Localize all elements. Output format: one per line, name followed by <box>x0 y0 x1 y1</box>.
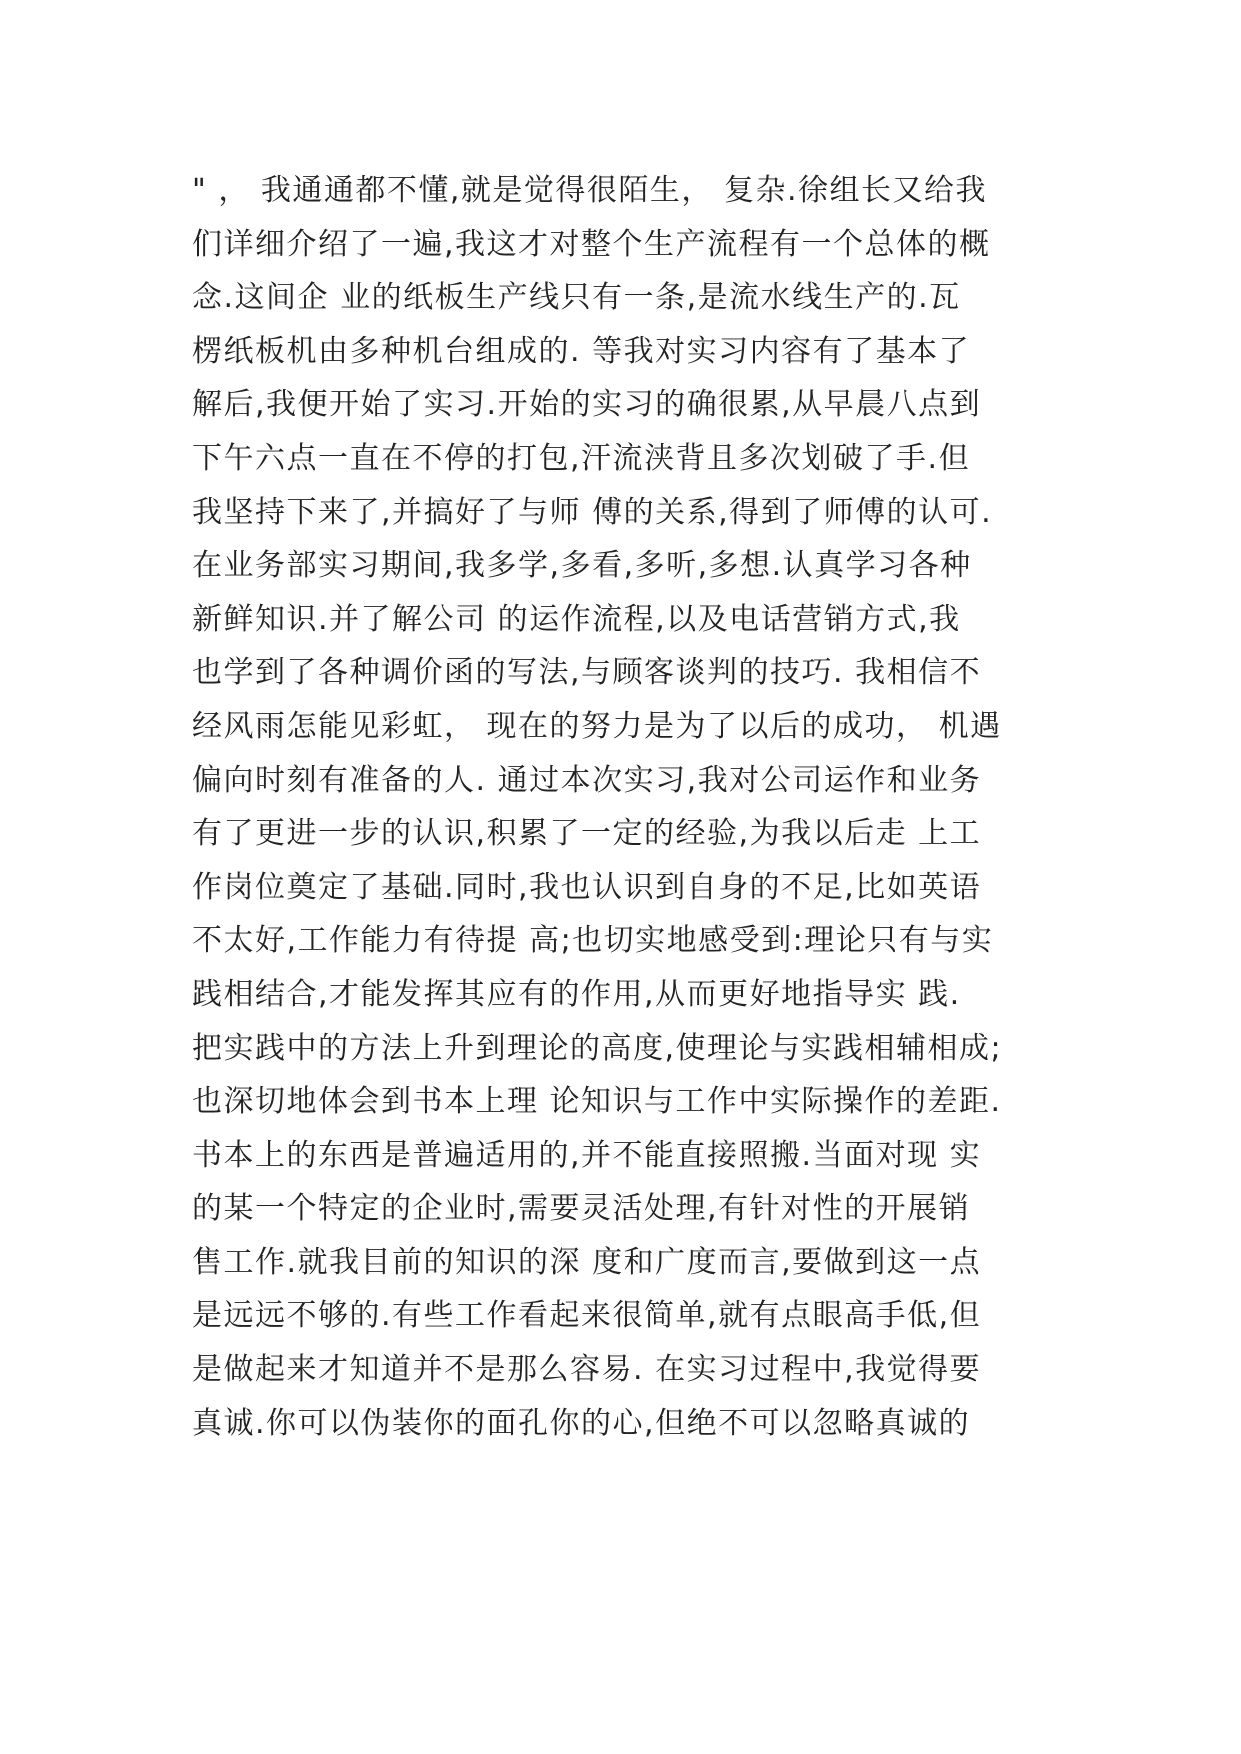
text-line: 经风雨怎能见彩虹， 现在的努力是为了以后的成功， 机遇 <box>192 708 1002 744</box>
text-line: 下午六点一直在不停的打包,汗流浃背且多次划破了手.但 <box>192 440 971 476</box>
text-line: 新鲜知识.并了解公司 的运作流程,以及电话营销方式,我 <box>192 601 961 637</box>
body-text <box>192 164 1072 1450</box>
text-line: 践相结合,才能发挥其应有的作用,从而更好地指导实 践. <box>192 976 961 1012</box>
text-line: 把实践中的方法上升到理论的高度,使理论与实践相辅相成; <box>192 1030 1003 1066</box>
text-line: 楞纸板机由多种机台组成的. 等我对实习内容有了基本了 <box>192 333 971 369</box>
text-line: 也深切地体会到书本上理 论知识与工作中实际操作的差距. <box>192 1084 1002 1120</box>
text-line: 有了更进一步的认识,积累了一定的经验,为我以后走 上工 <box>192 816 982 852</box>
text-line: 售工作.就我目前的知识的深 度和广度而言,要做到这一点 <box>192 1244 982 1280</box>
text-line: 也学到了各种调价函的写法,与顾客谈判的技巧. 我相信不 <box>192 655 982 691</box>
text-line: 我坚持下来了,并搞好了与师 傅的关系,得到了师傅的认可. <box>192 494 993 530</box>
text-line: 念.这间企 业的纸板生产线只有一条,是流水线生产的.瓦 <box>192 280 961 316</box>
text-line: 解后,我便开始了实习.开始的实习的确很累,从早晨八点到 <box>192 387 982 423</box>
text-line: 偏向时刻有准备的人. 通过本次实习,我对公司运作和业务 <box>192 762 982 798</box>
text-line: 在业务部实习期间,我多学,多看,多听,多想.认真学习各种 <box>192 548 972 584</box>
text-line: 是做起来才知道并不是那么容易. 在实习过程中,我觉得要 <box>192 1352 982 1388</box>
text-line: 真诚.你可以伪装你的面孔你的心,但绝不可以忽略真诚的 <box>192 1405 971 1441</box>
text-line: 不太好,工作能力有待提 高;也切实地感受到:理论只有与实 <box>192 923 994 959</box>
text-line: 是远远不够的.有些工作看起来很简单,就有点眼高手低,但 <box>192 1298 982 1334</box>
text-line: 的某一个特定的企业时,需要灵活处理,有针对性的开展销 <box>192 1191 971 1227</box>
text-line: " ， 我通通都不懂,就是觉得很陌生， 复杂.徐组长又给我 <box>192 173 987 208</box>
text-line: 作岗位奠定了基础.同时,我也认识到自身的不足,比如英语 <box>192 869 982 905</box>
text-line: 们详细介绍了一遍,我这才对整个生产流程有一个总体的概 <box>192 226 991 262</box>
text-line: 书本上的东西是普遍适用的,并不能直接照搬.当面对现 实 <box>192 1137 982 1173</box>
